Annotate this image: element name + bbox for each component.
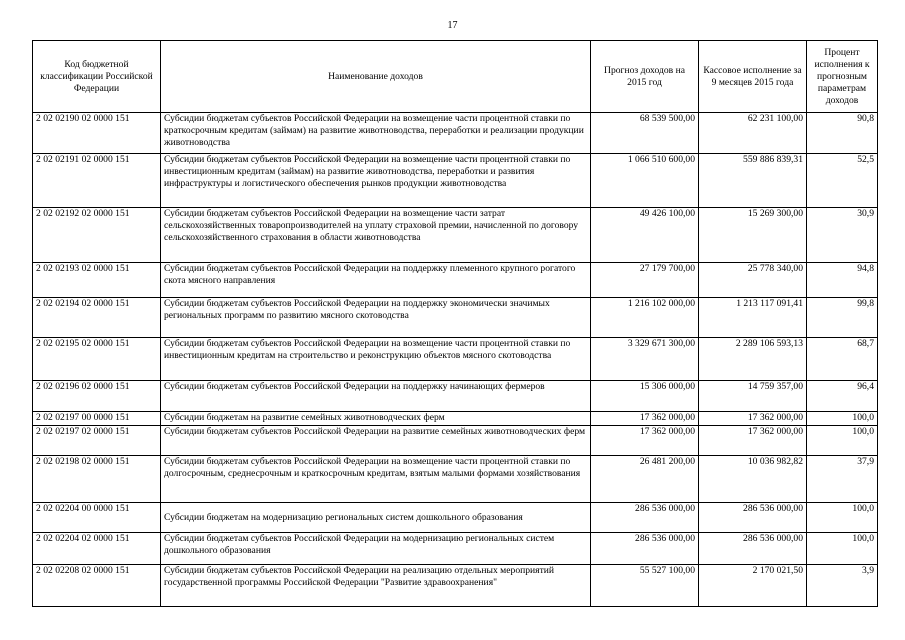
row-name: Субсидии бюджетам субъектов Российской Федерации на возмещение части процентной ставки по долгосрочным, среднесрочным и краткосрочным кредитам, взятым малыми формами хозяйствования <box>161 456 591 503</box>
row-percent: 99,8 <box>807 298 878 338</box>
header-forecast: Прогноз доходов на 2015 год <box>591 41 699 113</box>
row-percent: 100,0 <box>807 533 878 565</box>
row-percent: 37,9 <box>807 456 878 503</box>
row-executed: 559 886 839,31 <box>699 154 807 208</box>
row-forecast: 286 536 000,00 <box>591 533 699 565</box>
row-name: Субсидии бюджетам субъектов Российской Федерации на возмещение части процентной ставки по инвестиционным кредитам на строительство и реконструкцию объектов мясного скотоводства <box>161 338 591 381</box>
row-executed: 17 362 000,00 <box>699 426 807 456</box>
row-forecast: 17 362 000,00 <box>591 426 699 456</box>
row-name: Субсидии бюджетам субъектов Российской Федерации на развитие семейных животноводческих ферм <box>161 426 591 456</box>
table-row <box>33 263 878 298</box>
row-forecast: 3 329 671 300,00 <box>591 338 699 381</box>
row-percent: 68,7 <box>807 338 878 381</box>
row-executed: 2 289 106 593,13 <box>699 338 807 381</box>
row-percent: 90,8 <box>807 113 878 154</box>
row-forecast: 26 481 200,00 <box>591 456 699 503</box>
row-code: 2 02 02191 02 0000 151 <box>33 154 161 208</box>
row-percent: 96,4 <box>807 381 878 412</box>
row-executed: 62 231 100,00 <box>699 113 807 154</box>
row-forecast: 1 216 102 000,00 <box>591 298 699 338</box>
row-executed: 286 536 000,00 <box>699 503 807 533</box>
table-row <box>33 208 878 263</box>
table-row <box>33 426 878 456</box>
row-name: Субсидии бюджетам субъектов Российской Федерации на возмещение части процентной ставки по инвестиционным кредитам (займам) на развитие животноводства, переработки и развития инфраструктуры и логистического обеспечения рынков продукции животноводства <box>161 154 591 208</box>
row-code: 2 02 02193 02 0000 151 <box>33 263 161 298</box>
row-forecast: 286 536 000,00 <box>591 503 699 533</box>
table-row <box>33 533 878 565</box>
revenue-table <box>32 40 878 607</box>
row-code: 2 02 02204 02 0000 151 <box>33 533 161 565</box>
row-forecast: 27 179 700,00 <box>591 263 699 298</box>
row-executed: 2 170 021,50 <box>699 565 807 607</box>
row-percent: 52,5 <box>807 154 878 208</box>
table-row <box>33 381 878 412</box>
row-forecast: 68 539 500,00 <box>591 113 699 154</box>
row-forecast: 49 426 100,00 <box>591 208 699 263</box>
row-executed: 14 759 357,00 <box>699 381 807 412</box>
table-row <box>33 412 878 426</box>
row-executed: 17 362 000,00 <box>699 412 807 426</box>
row-forecast: 15 306 000,00 <box>591 381 699 412</box>
row-forecast: 1 066 510 600,00 <box>591 154 699 208</box>
row-name: Субсидии бюджетам субъектов Российской Федерации на возмещение части процентной ставки по краткосрочным кредитам (займам) на развитие животноводства, переработки и реализации продукции животноводства <box>161 113 591 154</box>
row-executed: 286 536 000,00 <box>699 533 807 565</box>
row-forecast: 17 362 000,00 <box>591 412 699 426</box>
row-name: Субсидии бюджетам на развитие семейных животноводческих ферм <box>161 412 591 426</box>
header-percent: Процент исполнения к прогнозным параметрам доходов <box>807 41 878 113</box>
row-code: 2 02 02197 02 0000 151 <box>33 426 161 456</box>
row-name: Субсидии бюджетам на модернизацию региональных систем дошкольного образования <box>161 503 591 533</box>
row-code: 2 02 02196 02 0000 151 <box>33 381 161 412</box>
row-code: 2 02 02190 02 0000 151 <box>33 113 161 154</box>
row-forecast: 55 527 100,00 <box>591 565 699 607</box>
row-percent: 100,0 <box>807 426 878 456</box>
table-row <box>33 154 878 208</box>
row-code: 2 02 02195 02 0000 151 <box>33 338 161 381</box>
row-code: 2 02 02204 00 0000 151 <box>33 503 161 533</box>
table-row <box>33 298 878 338</box>
table-header-row <box>33 41 878 113</box>
header-executed: Кассовое исполнение за 9 месяцев 2015 года <box>699 41 807 113</box>
table-row <box>33 113 878 154</box>
row-name: Субсидии бюджетам субъектов Российской Федерации на модернизацию региональных систем дошкольного образования <box>161 533 591 565</box>
table-row <box>33 503 878 533</box>
row-percent: 100,0 <box>807 412 878 426</box>
row-percent: 3,9 <box>807 565 878 607</box>
row-name: Субсидии бюджетам субъектов Российской Федерации на поддержку племенного крупного рогатого скота мясного направления <box>161 263 591 298</box>
header-name: Наименование доходов <box>161 41 591 113</box>
page-number: 17 <box>447 20 458 31</box>
header-code: Код бюджетной классификации Российской Федерации <box>33 41 161 113</box>
row-percent: 100,0 <box>807 503 878 533</box>
row-code: 2 02 02194 02 0000 151 <box>33 298 161 338</box>
row-name: Субсидии бюджетам субъектов Российской Федерации на реализацию отдельных мероприятий государственной программы Российской Федерации "Развитие здравоохранения" <box>161 565 591 607</box>
row-code: 2 02 02197 00 0000 151 <box>33 412 161 426</box>
table-row <box>33 565 878 607</box>
row-executed: 10 036 982,82 <box>699 456 807 503</box>
row-percent: 94,8 <box>807 263 878 298</box>
table-row <box>33 338 878 381</box>
row-percent: 30,9 <box>807 208 878 263</box>
row-executed: 25 778 340,00 <box>699 263 807 298</box>
row-code: 2 02 02192 02 0000 151 <box>33 208 161 263</box>
row-executed: 1 213 117 091,41 <box>699 298 807 338</box>
table-row <box>33 456 878 503</box>
row-name: Субсидии бюджетам субъектов Российской Федерации на поддержку начинающих фермеров <box>161 381 591 412</box>
row-executed: 15 269 300,00 <box>699 208 807 263</box>
row-name: Субсидии бюджетам субъектов Российской Федерации на поддержку экономически значимых региональных программ по развитию мясного скотоводства <box>161 298 591 338</box>
row-name: Субсидии бюджетам субъектов Российской Федерации на возмещение части затрат сельскохозяйственных товаропроизводителей на уплату страховой премии, начисленной по договору сельскохозяйственного страхования в области животноводства <box>161 208 591 263</box>
row-code: 2 02 02208 02 0000 151 <box>33 565 161 607</box>
row-code: 2 02 02198 02 0000 151 <box>33 456 161 503</box>
